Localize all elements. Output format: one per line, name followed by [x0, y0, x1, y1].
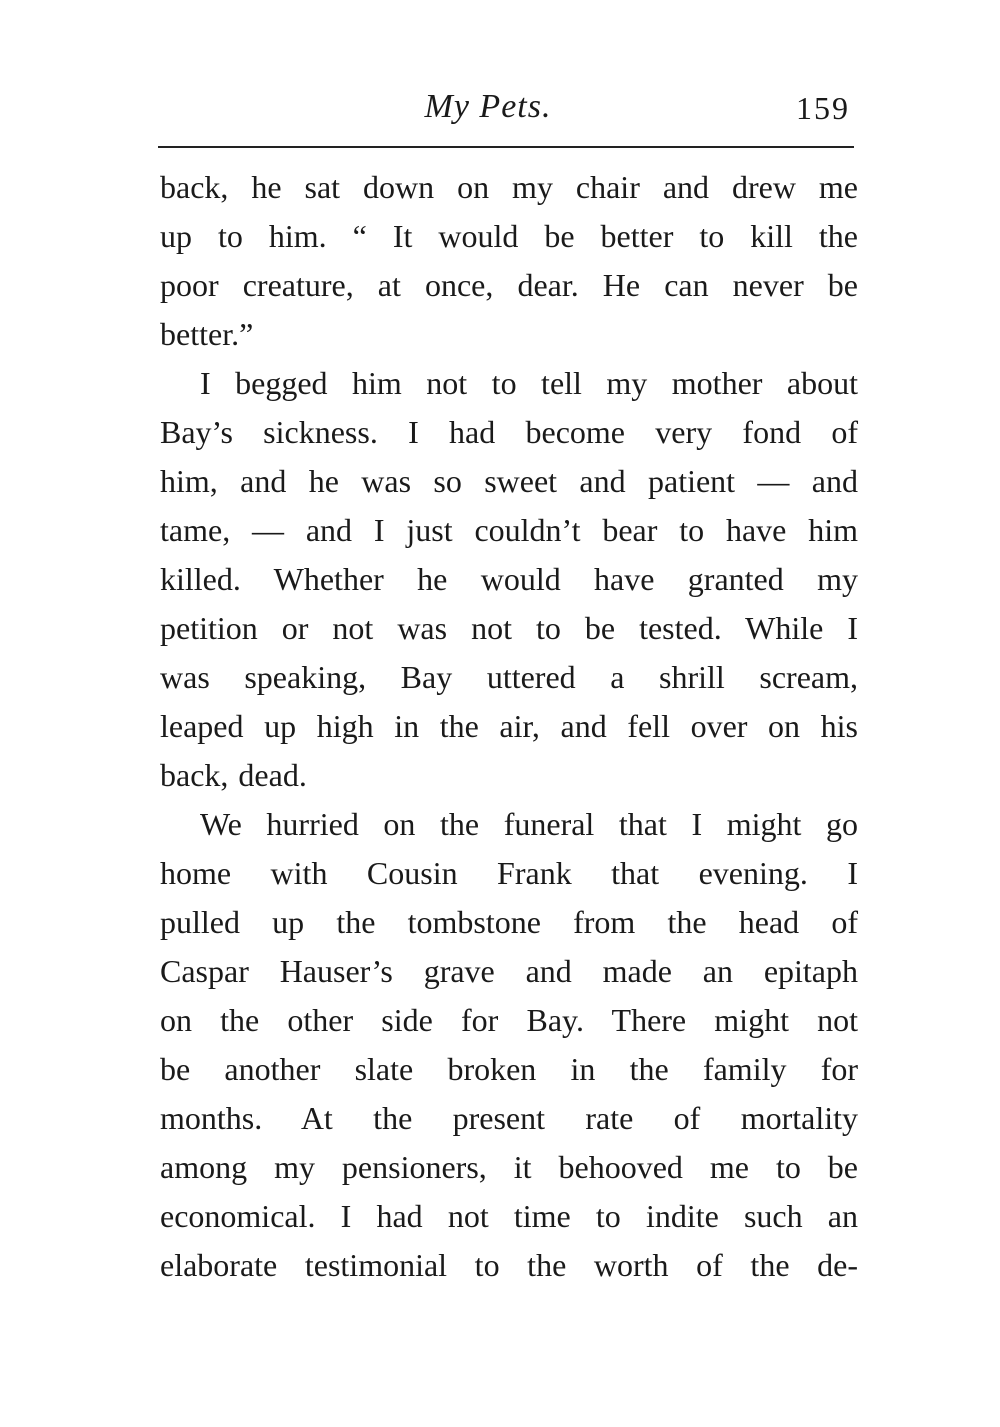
text-line: months. At the present rate of mortality [160, 1100, 858, 1136]
text-line: was speaking, Bay uttered a shrill scream, [160, 659, 858, 695]
text-line: up to him. “ It would be better to kill the [160, 218, 858, 254]
running-title: My Pets. [424, 88, 552, 125]
text-line: leaped up high in the air, and fell over on his [160, 708, 858, 744]
text-line: I begged him not to tell my mother about [200, 365, 858, 401]
page-number: 159 [796, 90, 850, 126]
page-header [158, 84, 858, 134]
text-line: tame, — and I just couldn’t bear to have him [160, 512, 858, 548]
text-line: economical. I had not time to indite such an [160, 1198, 858, 1234]
text-line: Caspar Hauser’s grave and made an epitaph [160, 953, 858, 989]
text-line: him, and he was so sweet and patient — and [160, 463, 858, 499]
text-line: home with Cousin Frank that evening. I [160, 855, 858, 891]
text-line: among my pensioners, it behooved me to be [160, 1149, 858, 1185]
text-line: killed. Whether he would have granted my [160, 561, 858, 597]
text-line: be another slate broken in the family for [160, 1051, 858, 1087]
body-text [160, 163, 858, 1290]
text-line: back, he sat down on my chair and drew me [160, 169, 858, 205]
text-line: We hurried on the funeral that I might go [200, 806, 858, 842]
text-line: Bay’s sickness. I had become very fond of [160, 414, 858, 450]
header-rule [158, 146, 854, 148]
text-line: better.” [160, 316, 254, 352]
text-line: elaborate testimonial to the worth of the de- [160, 1247, 858, 1283]
text-line: on the other side for Bay. There might not [160, 1002, 858, 1038]
text-line: poor creature, at once, dear. He can never be [160, 267, 858, 303]
text-line: back, dead. [160, 757, 307, 793]
text-line: pulled up the tombstone from the head of [160, 904, 858, 940]
text-line: petition or not was not to be tested. While I [160, 610, 858, 646]
